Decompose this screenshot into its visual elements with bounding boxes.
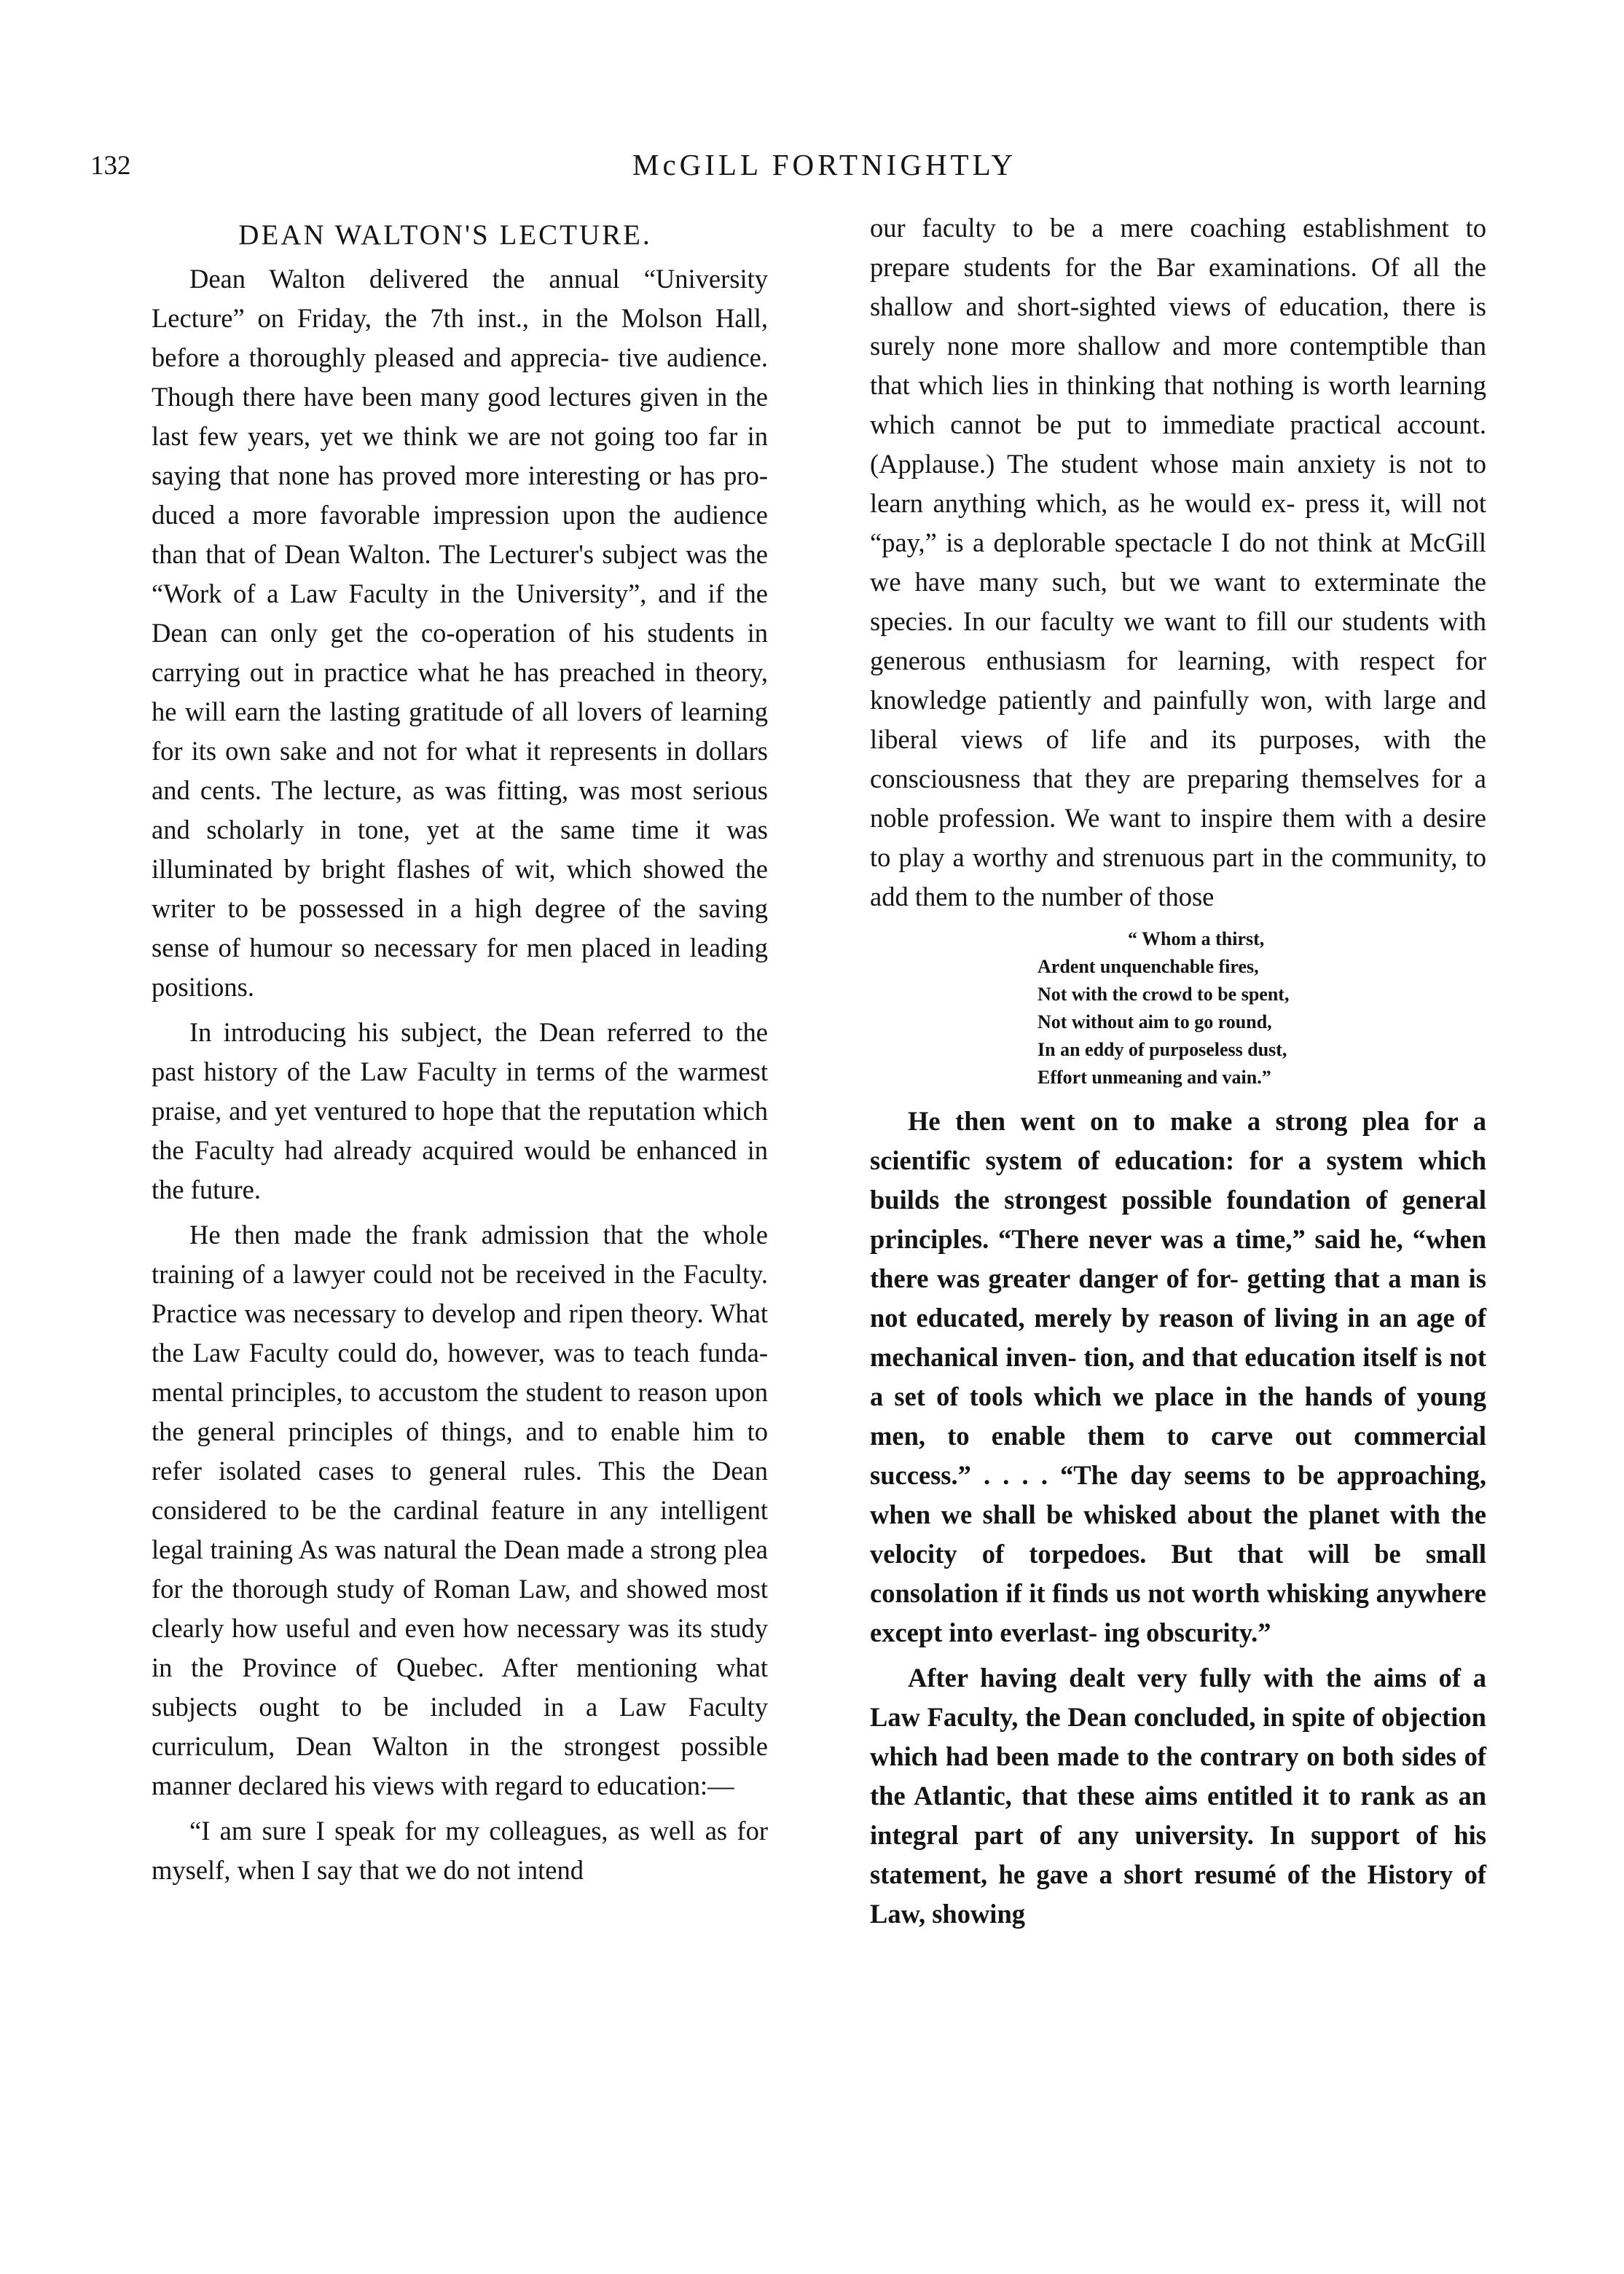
paragraph: Dean Walton delivered the annual “University Lecture” on Friday, the 7th inst., in the Molson Hall, before a thoroughly pleased and apprecia- tive audience. Though there have been many good lectures given in the last few years, yet we think we are not going too far in saying that none has proved more interesting or has pro- duced a more favorable impression upon the audience than that of Dean Walton. The Lecturer's subject was the “Work of a Law Faculty in the University”, and if the Dean can only get the co-operation of his students in carrying out in practice what he has preached in theory, he will earn the lasting gratitude of all lovers of learning for its own sake and not for what it represents in dollars and cents. The lecture, as was fitting, was most serious and scholarly in tone, yet at the same time it was illuminated by bright flashes of wit, which showed the writer to be possessed in a high degree of the saving sense of humour so necessary for men placed in leading positions. [152, 264, 768, 1002]
poem-line: Ardent unquenchable fires, [1037, 956, 1259, 977]
poem-line: Effort unmeaning and vain.” [1037, 1067, 1271, 1088]
poem-line: In an eddy of purposeless dust, [1037, 1039, 1287, 1060]
running-head: McGILL FORTNIGHTLY [632, 148, 1017, 181]
poem-line: Not without aim to go round, [1037, 1011, 1272, 1032]
paragraph: After having dealt very fully with the aims of a Law Faculty, the Dean concluded, in spite of objection which had been made to the contrary on both sides of the Atlantic, that these aims entitled it to rank as an integral part of any university. In support of his statement, he gave a short resumé of the History of Law, showing [870, 1663, 1486, 1929]
paragraph: “I am sure I speak for my colleagues, as well as for myself, when I say that we do not intend [152, 1816, 768, 1885]
poem-quotation [870, 925, 1486, 1091]
left-column [152, 208, 768, 1896]
poem-line: “ Whom a thirst, [1128, 928, 1265, 949]
paragraph: In introducing his subject, the Dean referred to the past history of the Law Faculty in terms of the warmest praise, and yet ventured to hope that the reputation which the Faculty had already acquired would be enhanced in the future. [152, 1017, 768, 1204]
article-title: DEAN WALTON'S LECTURE. [238, 219, 652, 251]
paragraph: He then went on to make a strong plea for a scientific system of education: for a system which builds the strongest possible foundation of general principles. “There never was a time,” said he, “when there was greater danger of for- getting that a man is not educated, merely by reason of living in an age of mechanical inven- tion, and that education itself is not a set of tools which we place in the hands of young men, to enable them to carve out commercial success.” . . . . “The day seems to be approaching, when we shall be whisked about the planet with the velocity of torpedoes. But that will be small consolation if it finds us not worth whisking anywhere except into everlast- ing obscurity.” [870, 1106, 1486, 1647]
right-column-lower [870, 1102, 1486, 1934]
right-column [870, 208, 1486, 1940]
poem-line: Not with the crowd to be spent, [1037, 984, 1290, 1005]
paragraph-continued: our faculty to be a mere coaching establishment to prepare students for the Bar examinations. Of all the shallow and short-sighted views of education, there is surely none more shallow and more contemptible than that which lies in thinking that nothing is worth learning which cannot be put to immediate practical account. (Applause.) The student whose main anxiety is not to learn anything which, as he would ex- press it, will not “pay,” is a deplorable spectacle I do not think at McGill we have many such, but we want to exterminate the species. In our faculty we want to fill our students with generous enthusiasm for learning, with respect for knowledge patiently and painfully won, with large and liberal views of life and its purposes, with the consciousness that they are preparing themselves for a noble profession. We want to inspire them with a desire to play a worthy and strenuous part in the community, to add them to the number of those [870, 213, 1486, 911]
paragraph: He then made the frank admission that the whole training of a lawyer could not be received in the Faculty. Practice was necessary to develop and ripen theory. What the Law Faculty could do, however, was to teach funda- mental principles, to accustom the student to reason upon the general principles of things, and to enable him to refer isolated cases to general rules. This the Dean considered to be the cardinal feature in any intelligent legal training As was natural the Dean made a strong plea for the thorough study of Roman Law, and showed most clearly how useful and even how necessary was its study in the Province of Quebec. After mentioning what subjects ought to be included in a Law Faculty curriculum, Dean Walton in the strongest possible manner declared his views with regard to education:— [152, 1220, 768, 1800]
page-number: 132 [90, 151, 131, 181]
